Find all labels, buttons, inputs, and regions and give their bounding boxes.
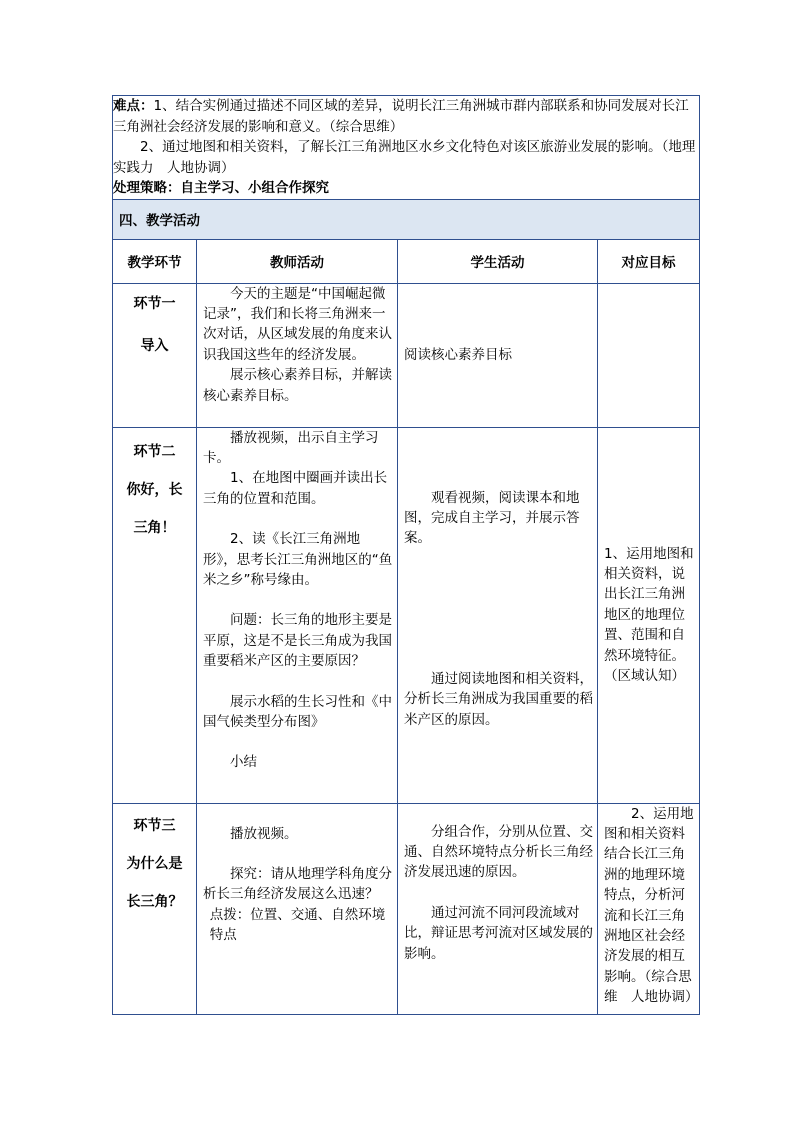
strategy-label: 处理策略： bbox=[113, 180, 181, 196]
goal-cell bbox=[598, 283, 700, 427]
table-row bbox=[113, 283, 700, 427]
header-stage: 教学环节 bbox=[113, 239, 197, 283]
header-student: 学生活动 bbox=[398, 239, 598, 283]
student-cell: 分组合作，分别从位置、交通、自然环境特点分析长三角经济发展迅速的原因。 通过河流不同河段流域对比，辩证思考河流对区域发展的影响。 bbox=[398, 803, 598, 1014]
teacher-cell: 播放视频。 探究：请从地理学科角度分析长三角经济发展这么迅速？ 点拨：位置、交通、自然环境特点 bbox=[197, 803, 398, 1014]
stage-cell: 环节一 导入 bbox=[113, 283, 197, 427]
table-row bbox=[113, 427, 700, 803]
goal-cell: 2、运用地图和相关资料结合长江三角洲的地理环境特点，分析河流和长江三角洲地区社会经济发展的相互影响。（综合思维 人地协调） bbox=[598, 803, 700, 1014]
lesson-plan-table bbox=[112, 95, 700, 1015]
difficulty-label: 难点： bbox=[113, 98, 154, 114]
section-title: 四、教学活动 bbox=[113, 199, 700, 239]
goal-cell: 1、运用地图和相关资料，说出长江三角洲地区的地理位置、范围和自然环境特征。（区域认知） bbox=[598, 427, 700, 803]
difficulty-block bbox=[113, 96, 700, 200]
teacher-cell: 今天的主题是“中国崛起微记录”，我们和长将三角洲来一次对话，从区域发展的角度来认识我国这些年的经济发展。 展示核心素养目标，并解读核心素养目标。 bbox=[197, 283, 398, 427]
teacher-cell: 播放视频，出示自主学习卡。 1、在地图中圈画并读出长三角的位置和范围。 2、读《长江三角洲地形》，思考长江三角洲地区的“鱼米之乡”称号缘由。 问题：长三角的地形主要是平原，这是不是长三角成为我国重要稻米产区的主要原因？ 展示水稻的生长习性和《中国气候类型分布图》 小结 bbox=[197, 427, 398, 803]
difficulty-item-2: 2、通过地图和相关资料，了解长江三角洲地区水乡文化特色对该区旅游业发展的影响。（地理实践力 人地协调） bbox=[113, 139, 696, 176]
difficulty-item-1: 1、结合实例通过描述不同区域的差异，说明长江三角洲城市群内部联系和协同发展对长江三角洲社会经济发展的影响和意义。（综合思维） bbox=[113, 98, 689, 135]
table-row bbox=[113, 803, 700, 1014]
table-header-row bbox=[113, 239, 700, 283]
stage-cell: 环节二 你好，长 三角！ bbox=[113, 427, 197, 803]
student-cell: 阅读核心素养目标 bbox=[398, 283, 598, 427]
strategy-value: 自主学习、小组合作探究 bbox=[180, 180, 329, 196]
stage-cell: 环节三 为什么是 长三角？ bbox=[113, 803, 197, 1014]
header-goal: 对应目标 bbox=[598, 239, 700, 283]
header-teacher: 教师活动 bbox=[197, 239, 398, 283]
student-cell: 观看视频，阅读课本和地图，完成自主学习，并展示答案。 通过阅读地图和相关资料，分析长三角洲成为我国重要的稻米产区的原因。 bbox=[398, 427, 598, 803]
